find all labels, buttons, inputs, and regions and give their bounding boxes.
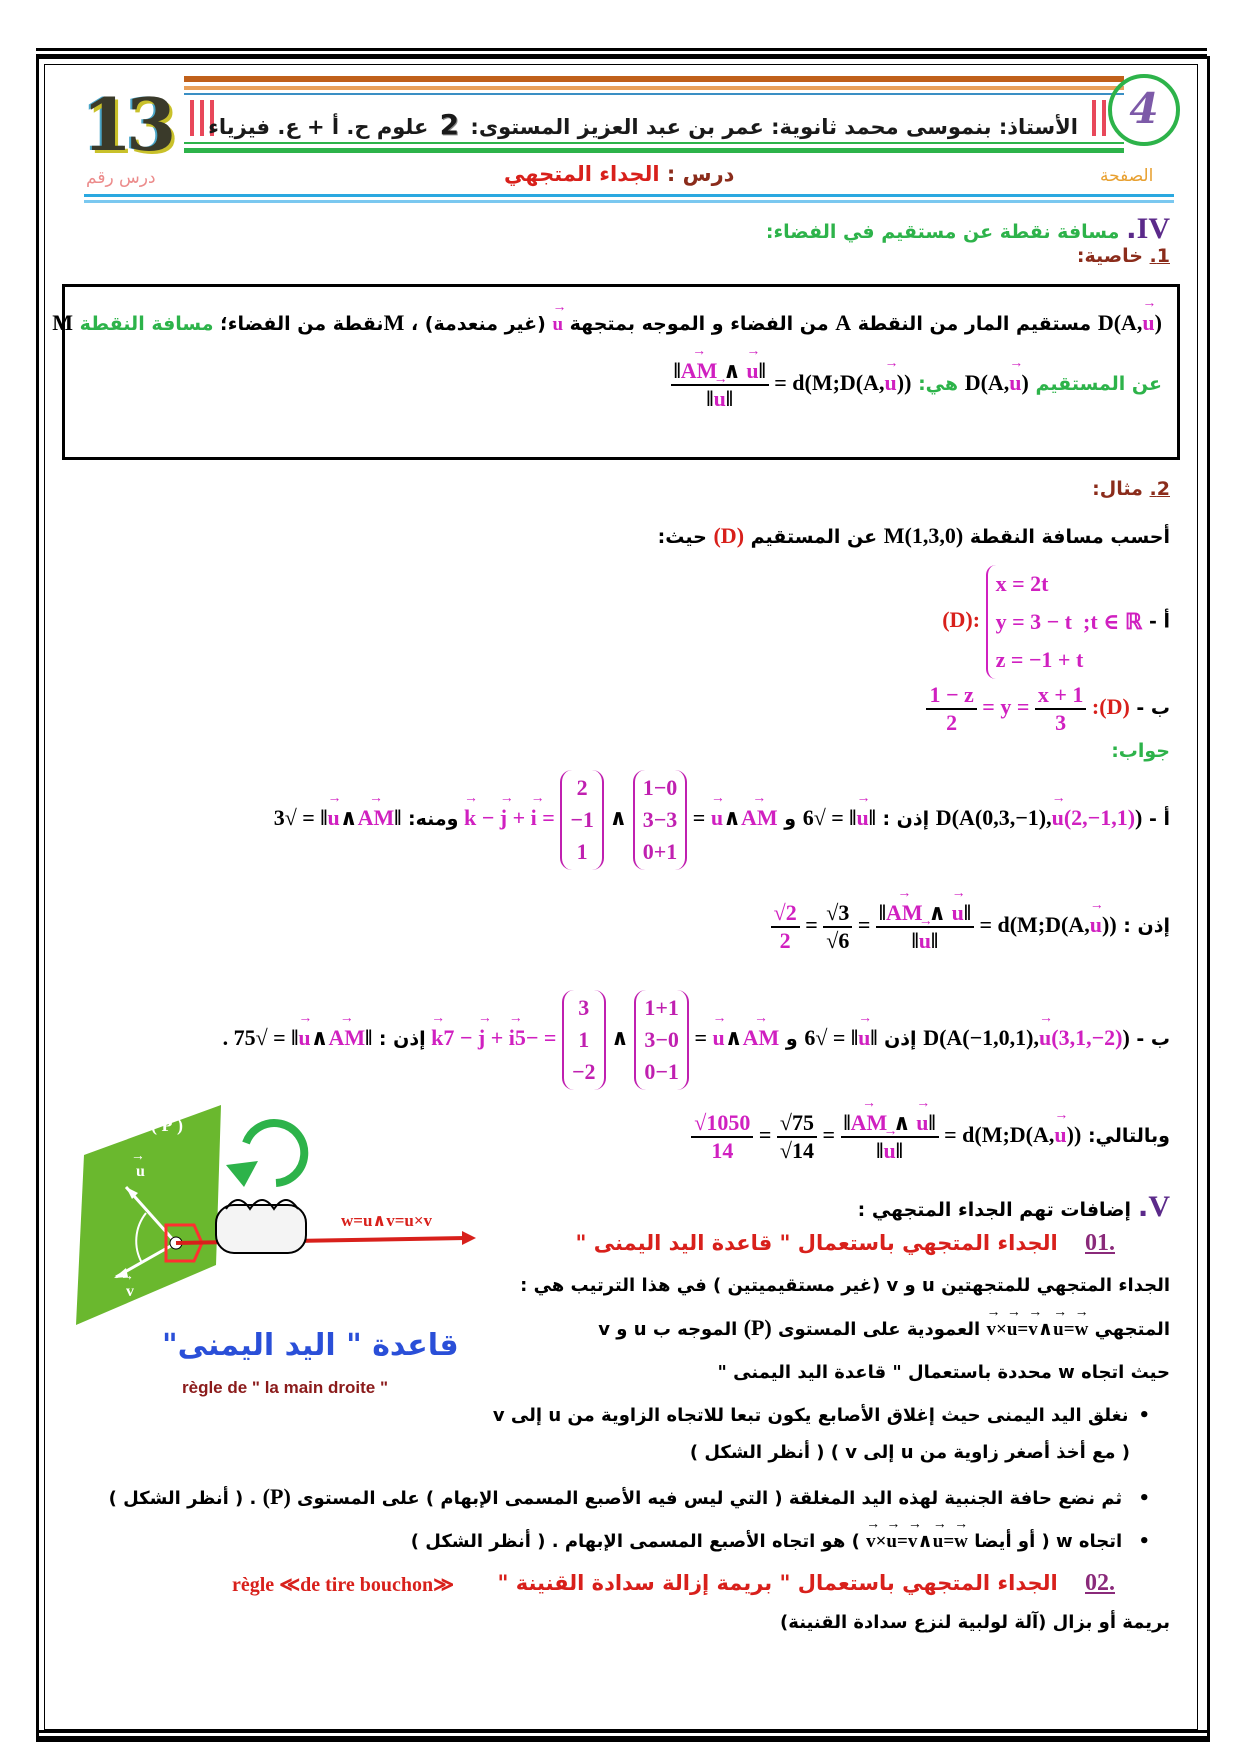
sub2-heading (1092, 478, 1170, 500)
ans-b-norm-u: ‖→ u‖ = √6 (804, 1025, 877, 1050)
sub1-title: خاصية: (1076, 245, 1143, 267)
lesson-number-label: درس رقم (86, 168, 156, 188)
param-system: (D): x = 2t y = 3 − t ;t ∈ ℝ z = −1 + t (942, 565, 1142, 679)
p01-line3: حيث اتجاه w محددة باستعمال " قاعدة اليد اليمنى " (717, 1362, 1170, 1383)
bullet1-cont: ( مع أخذ أصغر زاوية من u إلى v ) ( أنظر الشكل ) (689, 1442, 1130, 1463)
level-suffix: علوم ح. أ + ع. فيزياء (208, 115, 429, 139)
lesson-title: الجداء المتجهي (504, 162, 660, 186)
right-hand-figure (76, 1105, 496, 1325)
prop-line1 (52, 310, 1162, 336)
header-teacher-line (208, 108, 1078, 141)
section4-heading (766, 212, 1170, 246)
p02-heading (497, 1570, 1115, 1597)
p01-l2a: المتجهي (1094, 1319, 1170, 1340)
bullet2-a: ثم نضع حافة الجنبية لهذه اليد المغلقة ( التي ليس فيه الأصبع المسمى الإبهام ) على المستوى (297, 1488, 1123, 1509)
page-label: الصفحة (1100, 166, 1154, 186)
p01-line2 (598, 1315, 1170, 1341)
item-a-system (942, 565, 1170, 679)
lesson-number: 13 (82, 82, 171, 167)
rotation-arrowhead (226, 1161, 258, 1187)
w-arrowhead (462, 1231, 476, 1245)
point-M-2: M (52, 310, 73, 335)
sub2-num: 2. (1149, 478, 1170, 500)
bullet2-b: . ( أنظر الشكل ) (108, 1488, 257, 1509)
section5-dot: . (1137, 1190, 1149, 1223)
page-number-circle (1108, 74, 1180, 146)
lesson-prefix: درس : (666, 162, 735, 186)
p02-fr: règle ≪de tire bouchon≫ (232, 1574, 455, 1596)
bullet3-a: اتجاه w ( أو أيضا (974, 1531, 1123, 1552)
p01-heading (575, 1230, 1115, 1257)
ans-b-then: إذن (884, 1028, 917, 1051)
header (44, 64, 1196, 214)
rotation-arrow (246, 1123, 304, 1183)
line-D-A-u: D(A,→ u) (1098, 310, 1162, 335)
ans-a-then2: إذن : (1123, 915, 1170, 938)
p02-title: الجداء المتجهي باستعمال " بريمة إزالة سدادة القنينة " (497, 1571, 1058, 1595)
p01-title: الجداء المتجهي باستعمال " قاعدة اليد اليمنى " (575, 1231, 1058, 1255)
plane-P: (P) (743, 1315, 772, 1340)
u-label: → u (136, 1163, 145, 1181)
section4-title: مسافة نقطة عن مستقيم في الفضاء: (765, 221, 1120, 243)
ans-b-therefore: وبالتالي: (1087, 1125, 1170, 1148)
sub1-num: 1. (1149, 245, 1170, 267)
answer-b-distance (691, 1110, 1170, 1164)
fist-shape (216, 1205, 306, 1253)
level-number: 2 (439, 108, 460, 141)
ans-a-hence: ومنه: (408, 808, 459, 831)
example-q-b: عن المستقيم (750, 526, 878, 548)
line-D-A-u-2: D(A,→ u) (965, 370, 1029, 395)
bullet1: • نغلق اليد اليمنى حيث إغلاق الأصابع يكون تبعا للاتجاه الزاوية من u إلى v (493, 1405, 1150, 1426)
vec-u: → u (552, 314, 563, 335)
point-M-coords: M(1,3,0) (883, 523, 964, 548)
prop-l2a: عن المستقيم (1035, 373, 1162, 396)
header-stripes-top (184, 76, 1124, 95)
plane-label: ( P ) (151, 1115, 183, 1135)
p02-line: بريمة أو بزال (آلة لولبية لنزع سدادة القنينة) (780, 1612, 1170, 1633)
teacher-text: الأستاذ: بنموسى محمد ثانوية: عمر بن عبد العزيز المستوى: (470, 115, 1078, 139)
ans-b-label: ب - (1136, 1028, 1170, 1051)
section4-numeral: IV (1136, 212, 1170, 245)
p01-num: .01 (1085, 1230, 1115, 1256)
rule-ar-title: قاعدة " اليد اليمنى" (162, 1328, 459, 1363)
section5-heading (858, 1190, 1170, 1224)
sub1-heading (1077, 245, 1170, 267)
item-b-system (926, 682, 1170, 736)
example-question (658, 523, 1170, 549)
ans-b-then2: إذن : (378, 1028, 426, 1051)
answer-b-line (223, 990, 1170, 1090)
item-a-label: أ - (1148, 610, 1170, 633)
ans-a-then: إذن : (882, 808, 930, 831)
ans-b-and: و (785, 1028, 798, 1051)
ans-a-line: D(A(0,3,−1),→ u(2,−1,1)) (936, 805, 1143, 830)
section5-numeral: V (1148, 1190, 1170, 1223)
distance-formula: d(M;D(A,→ u)) = $\frac{‖\to AM \wedge \to u‖}{‖\to u‖}$ (671, 370, 912, 395)
prop-l1a: مستقيم المار من النقطة (857, 313, 1092, 335)
ans-b-line: D(A(−1,0,1),→ u(3,1,−2)) (923, 1025, 1130, 1050)
bullet3-b: ) هو اتجاه الأصبع المسمى الإبهام . ( أنظر الشكل ) (410, 1531, 860, 1552)
prop-l1e: مسافة النقطة (79, 313, 214, 335)
figure-formula: w=u∧v=u×v (341, 1211, 433, 1230)
ans-b-cross: → AM∧→ u = 1+1 3−0 0−1 ∧ 3 1 −2 = −5→ i + → j − 7→ k (426, 1025, 780, 1050)
page-number: 4 (1129, 84, 1159, 133)
p01-l2c: الموجه ب u و v (598, 1319, 738, 1340)
bullet3 (411, 1530, 1150, 1553)
prop-l1c: (غير منعدمة) ، (410, 313, 546, 335)
answer-label: جواب: (1111, 740, 1170, 762)
rule-fr-title: règle de " la main droite " (182, 1378, 389, 1397)
answer-a-line (274, 770, 1170, 880)
section4-dot: . (1126, 212, 1137, 245)
section5-title: إضافات تهم الجداء المتجهي : (857, 1199, 1132, 1221)
bullet2 (109, 1484, 1150, 1510)
header-stripes-bottom (184, 142, 1124, 153)
p01-line1: الجداء المتجهي للمتجهتين u و v (غير مستقيميتين ) في هذا الترتيب هي : (520, 1275, 1170, 1296)
w-formula-2: → w=→ u∧→ v=→ u×→ v (866, 1531, 968, 1552)
ans-a-norm-cross: ‖→ AM∧→ u‖ = √3 (274, 805, 402, 830)
bottom-border (36, 1730, 1207, 1742)
example-q-c: حيث: (657, 526, 707, 548)
w-formula: → w=→ u∧→ v=→ u×→ v (986, 1319, 1088, 1340)
title-underline (84, 194, 1174, 203)
point-M: M (383, 310, 405, 335)
point-A: A (835, 310, 852, 335)
item-b-label: ب - (1136, 697, 1170, 720)
right-hand-svg (76, 1105, 496, 1325)
cartesian-eq: (D): $\frac{x + 1}{3}$ = y = $\frac{1 - z}{2}$ (926, 694, 1129, 719)
plane-P-2: (P) (262, 1484, 291, 1509)
prop-line2 (671, 358, 1162, 412)
answer-a-distance (771, 900, 1170, 954)
sub2-title: مثال: (1092, 478, 1143, 500)
prop-l1d: نقطة من الفضاء؛ (220, 313, 384, 335)
ans-a-norm-u: ‖→ u‖ = √6 (803, 805, 876, 830)
prop-l1b: من الفضاء و الموجه بمتجهة (569, 313, 829, 335)
ans-b-norm-cross: ‖→ AM∧→ u‖ = √75 . (223, 1025, 373, 1050)
line-D: (D) (713, 523, 745, 548)
ans-b-dist-formula: d(M;D(A,→ u)) = $\frac{‖\to AM \wedge \to u‖}{‖\to u‖}$ = $\frac{√75}{√14}$ = $\frac{√1050}{14}$ (691, 1122, 1081, 1147)
prop-l2b: هي: (918, 373, 959, 396)
plane-shape (76, 1105, 221, 1325)
v-label: → v (126, 1283, 134, 1301)
p01-l2b: العمودية على المستوى (778, 1319, 981, 1340)
ans-a-cross: → AM∧→ u = 1−0 3−3 0+1 ∧ 2 −1 1 = → i + → j − → k (458, 805, 777, 830)
p02-num: .02 (1085, 1570, 1115, 1596)
ans-a-dist-formula: d(M;D(A,→ u)) = $\frac{‖\to AM \wedge \to u‖}{‖\to u‖}$ = $\frac{√3}{√6}$ = $\frac{√2}{2}$ (771, 912, 1117, 937)
ans-a-and: و (784, 808, 797, 831)
lesson-title-line (504, 162, 734, 186)
example-q-a: أحسب مسافة النقطة (969, 526, 1170, 548)
ans-a-label: أ - (1148, 808, 1170, 831)
